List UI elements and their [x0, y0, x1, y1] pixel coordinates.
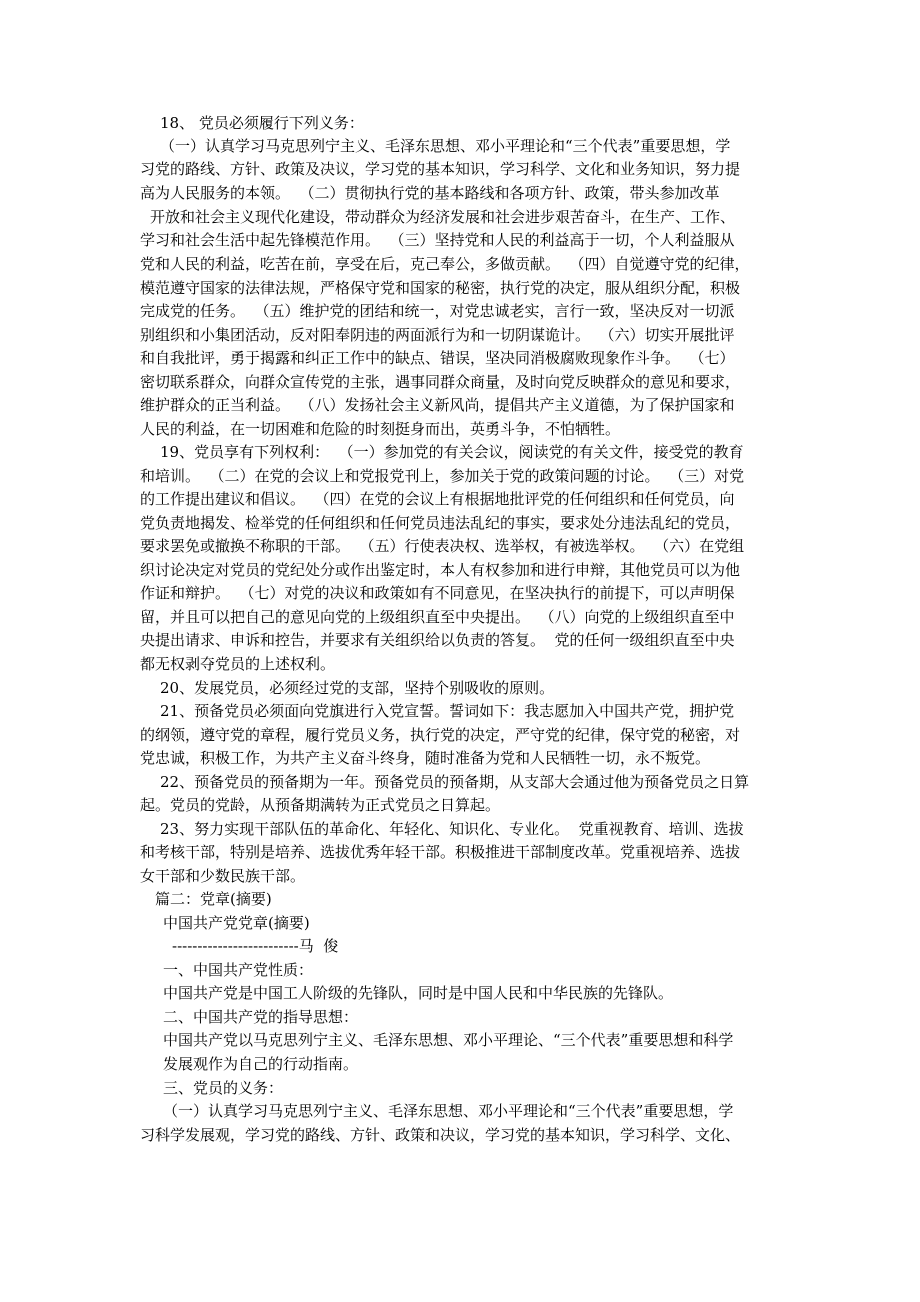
text-line: 女干部和少数民族干部。	[140, 867, 306, 885]
text-line: 18、 党员必须履行下列义务：	[160, 114, 364, 132]
text-line: （一）认真学习马克思列宁主义、毛泽东思想、邓小平理论和“三个代表”重要思想，学	[160, 137, 731, 155]
text-line: 央提出请求、申诉和控告，并要求有关组织给以负责的答复。 党的任何一级组织直至中央	[140, 631, 735, 649]
text-line: 模范遵守国家的法律法规，严格保守党和国家的秘密，执行党的决定，服从组织分配，积极	[140, 279, 741, 297]
text-line: 留，并且可以把自己的意见向党的上级组织直至中央提出。 （八）向党的上级组织直至中	[140, 608, 735, 626]
text-line: 一、中国共产党性质：	[163, 961, 314, 979]
text-line: 篇二：党章(摘要)	[155, 890, 272, 908]
text-line: 织讨论决定对党员的党纪处分或作出鉴定时，本人有权参加和进行申辩，其他党员可以为他	[140, 561, 741, 579]
text-line: 要求罢免或撤换不称职的干部。 （五）行使表决权、选举权，有被选举权。 （六）在党组	[140, 537, 745, 555]
text-line: 别组织和小集团活动，反对阳奉阴违的两面派行为和一切阴谋诡计。 （六）切实开展批评	[140, 326, 735, 344]
text-line: 和考核干部，特别是培养、选拔优秀年轻干部。积极推进干部制度改革。党重视培养、选拔	[140, 843, 741, 861]
text-line: 习党的路线、方针、政策及决议，学习党的基本知识，学习科学、文化和业务知识，努力提	[140, 160, 741, 178]
text-line: 党忠诚，积极工作，为共产主义奋斗终身，随时准备为党和人民牺牲一切，永不叛党。	[140, 749, 711, 767]
text-line: 发展观作为自己的行动指南。	[163, 1055, 359, 1073]
text-line: 二、中国共产党的指导思想：	[163, 1008, 359, 1026]
text-line: 20、发展党员，必须经过党的支部，坚持个别吸收的原则。	[160, 679, 555, 697]
text-line: 中国共产党党章(摘要)	[163, 914, 310, 932]
text-line: -------------------------马 俊	[172, 937, 339, 955]
text-line: 高为人民服务的本领。 （二）贯彻执行党的基本路线和各项方针、政策，带头参加改革	[140, 184, 720, 202]
text-line: 的纲领，遵守党的章程，履行党员义务，执行党的决定，严守党的纪律，保守党的秘密，对	[140, 726, 741, 744]
text-line: 和培训。 （二）在党的会议上和党报党刊上，参加关于党的政策问题的讨论。 （三）对党	[140, 467, 745, 485]
text-line: 密切联系群众，向群众宣传党的主张，遇事同群众商量，及时向党反映群众的意见和要求，	[140, 373, 741, 391]
text-line: （一）认真学习马克思列宁主义、毛泽东思想、邓小平理论和“三个代表”重要思想，学	[163, 1102, 734, 1120]
text-line: 起。党员的党龄，从预备期满转为正式党员之日算起。	[140, 796, 501, 814]
text-line: 中国共产党以马克思列宁主义、毛泽东思想、邓小平理论、“三个代表”重要思想和科学	[163, 1031, 734, 1049]
text-line: 三、党员的义务：	[163, 1079, 284, 1097]
text-line: 完成党的任务。 （五）维护党的团结和统一，对党忠诚老实，言行一致，坚决反对一切派	[140, 302, 735, 320]
text-line: 习科学发展观，学习党的路线、方针、政策和决议，学习党的基本知识，学习科学、文化、	[140, 1126, 741, 1144]
text-line: 21、预备党员必须面向党旗进行入党宣誓。誓词如下：我志愿加入中国共产党，拥护党	[160, 702, 735, 720]
text-line: 党负责地揭发、检举党的任何组织和任何党员违法乱纪的事实，要求处分违法乱纪的党员，	[140, 514, 741, 532]
text-line: 作证和辩护。 （七）对党的决议和政策如有不同意见，在坚决执行的前提下，可以声明保	[140, 584, 735, 602]
text-line: 的工作提出建议和倡议。 （四）在党的会议上有根据地批评党的任何组织和任何党员，向	[140, 490, 735, 508]
text-line: 和自我批评，勇于揭露和纠正工作中的缺点、错误，坚决同消极腐败现象作斗争。 （七）	[140, 349, 735, 367]
text-line: 23、努力实现干部队伍的革命化、年轻化、知识化、专业化。 党重视教育、培训、选拔	[160, 820, 744, 838]
text-line: 开放和社会主义现代化建设，带动群众为经济发展和社会进步艰苦奋斗，在生产、工作、	[150, 208, 736, 226]
text-line: 党和人民的利益，吃苦在前，享受在后，克己奉公，多做贡献。 （四）自觉遵守党的纪律，	[140, 255, 750, 273]
text-line: 人民的利益，在一切困难和危险的时刻挺身而出，英勇斗争，不怕牺牲。	[140, 420, 621, 438]
text-line: 都无权剥夺党员的上述权利。	[140, 655, 336, 673]
text-line: 维护群众的正当利益。 （八）发扬社会主义新风尚，提倡共产主义道德，为了保护国家和	[140, 396, 735, 414]
text-line: 中国共产党是中国工人阶级的先锋队，同时是中国人民和中华民族的先锋队。	[163, 984, 674, 1002]
text-line: 19、党员享有下列权利： （一）参加党的有关会议，阅读党的有关文件，接受党的教育	[160, 443, 744, 461]
text-line: 22、预备党员的预备期为一年。预备党员的预备期，从支部大会通过他为预备党员之日算	[160, 773, 750, 791]
text-line: 学习和社会生活中起先锋模范作用。 （三）坚持党和人民的利益高于一切，个人利益服从	[140, 231, 735, 249]
